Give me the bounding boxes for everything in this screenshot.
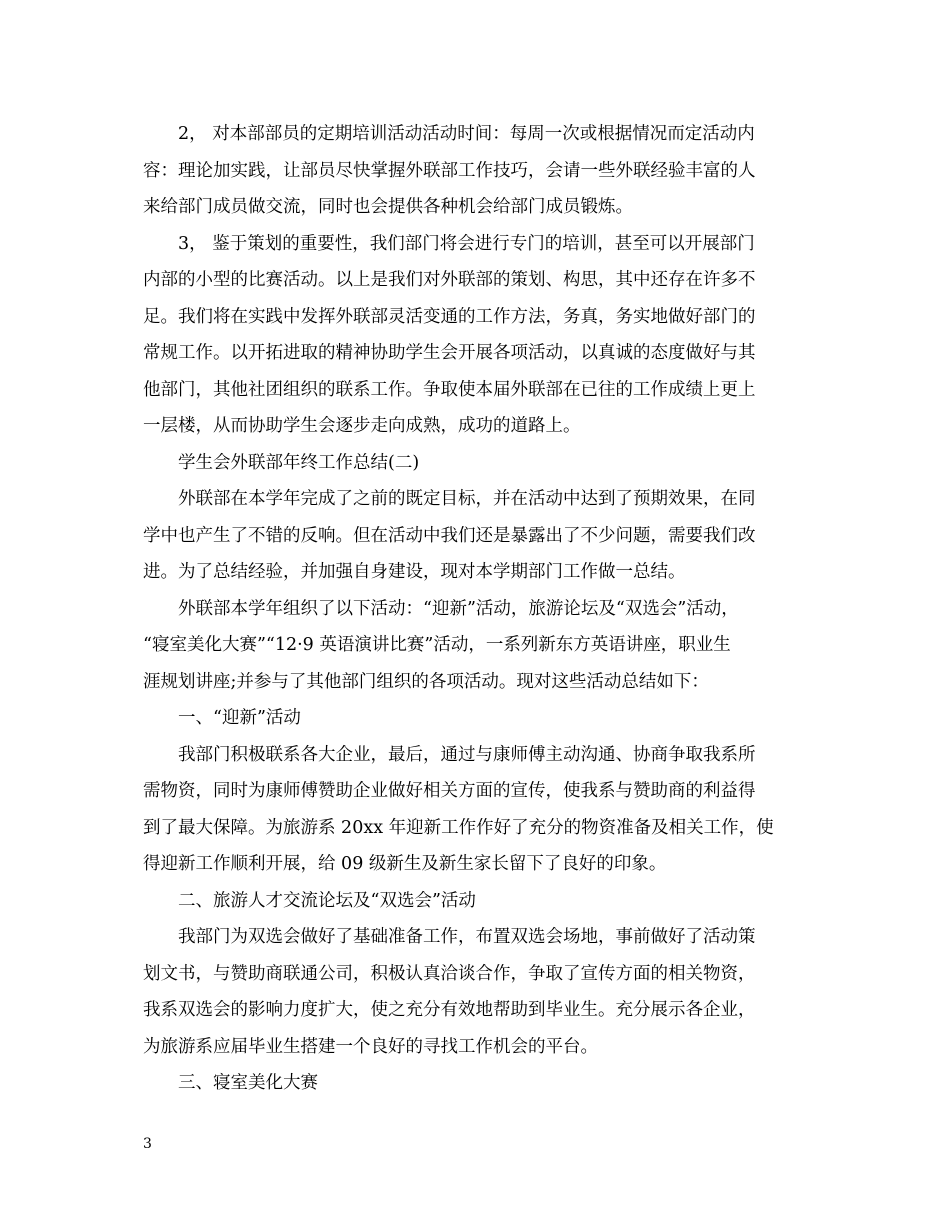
text-line: 内部的小型的比赛活动。以上是我们对外联部的策划、构思，其中还存在许多不 [143,270,756,290]
text-line: 一、“迎新”活动 [178,708,301,728]
text-line: 为旅游系应届毕业生搭建一个良好的寻找工作机会的平台。 [143,1036,598,1057]
text-line: 外联部本学年组织了以下活动：“迎新”活动，旅游论坛及“双选会”活动， [178,598,739,619]
page-number: 3 [143,1136,152,1152]
text-line: 来给部门成员做交流，同时也会提供各种机会给部门成员锻炼。 [143,197,633,217]
text-line: 2， 对本部部员的定期培训活动活动时间：每周一次或根据情况而定活动内 [178,124,755,144]
text-line: 常规工作。以开拓进取的精神协助学生会开展各项活动，以真诚的态度做好与其 [143,343,756,363]
text-line: 三、寝室美化大赛 [178,1073,318,1093]
text-line: 需物资，同时为康师傅赞助企业做好相关方面的宣传，使我系与赞助商的利益得 [143,781,756,801]
text-line: 我系双选会的影响力度扩大，使之充分有效地帮助到毕业生。充分展示各企业， [143,1000,756,1020]
text-line: 学生会外联部年终工作总结(二) [178,452,420,473]
text-line: 3， 鉴于策划的重要性，我们部门将会进行专门的培训，甚至可以开展部门 [178,233,755,254]
text-line: 划文书，与赞助商联通公司，积极认真洽谈合作，争取了宣传方面的相关物资， [143,963,756,984]
text-line: 一层楼，从而协助学生会逐步走向成熟，成功的道路上。 [143,416,581,436]
text-line: 涯规划讲座;并参与了其他部门组织的各项活动。现对这些活动总结如下： [143,671,709,692]
text-line: 容：理论加实践，让部员尽快掌握外联部工作技巧，会请一些外联经验丰富的人 [143,160,756,181]
text-line: “寝室美化大赛”“12·9 英语演讲比赛”活动，一系列新东方英语讲座，职业生 [143,635,731,655]
text-line: 学中也产生了不错的反响。但在活动中我们还是暴露出了不少问题，需要我们改 [143,525,756,546]
text-line: 到了最大保障。为旅游系 20xx 年迎新工作作好了充分的物资准备及相关工作，使 [143,817,774,838]
text-line: 外联部在本学年完成了之前的既定目标，并在活动中达到了预期效果，在同 [178,489,756,509]
text-line: 进。为了总结经验，并加强自身建设，现对本学期部门工作做一总结。 [143,562,686,582]
document-body [143,116,807,1102]
text-line: 二、旅游人才交流论坛及“双选会”活动 [178,890,476,911]
text-line: 我部门为双选会做好了基础准备工作，布置双选会场地，事前做好了活动策 [178,927,756,947]
text-line: 我部门积极联系各大企业，最后，通过与康师傅主动沟通、协商争取我系所 [178,744,756,765]
text-line: 得迎新工作顺利开展，给 09 级新生及新生家长留下了良好的印象。 [143,854,667,874]
text-line: 足。我们将在实践中发挥外联部灵活变通的工作方法，务真，务实地做好部门的 [143,306,756,327]
text-line: 他部门，其他社团组织的联系工作。争取使本届外联部在已往的工作成绩上更上 [143,379,756,400]
